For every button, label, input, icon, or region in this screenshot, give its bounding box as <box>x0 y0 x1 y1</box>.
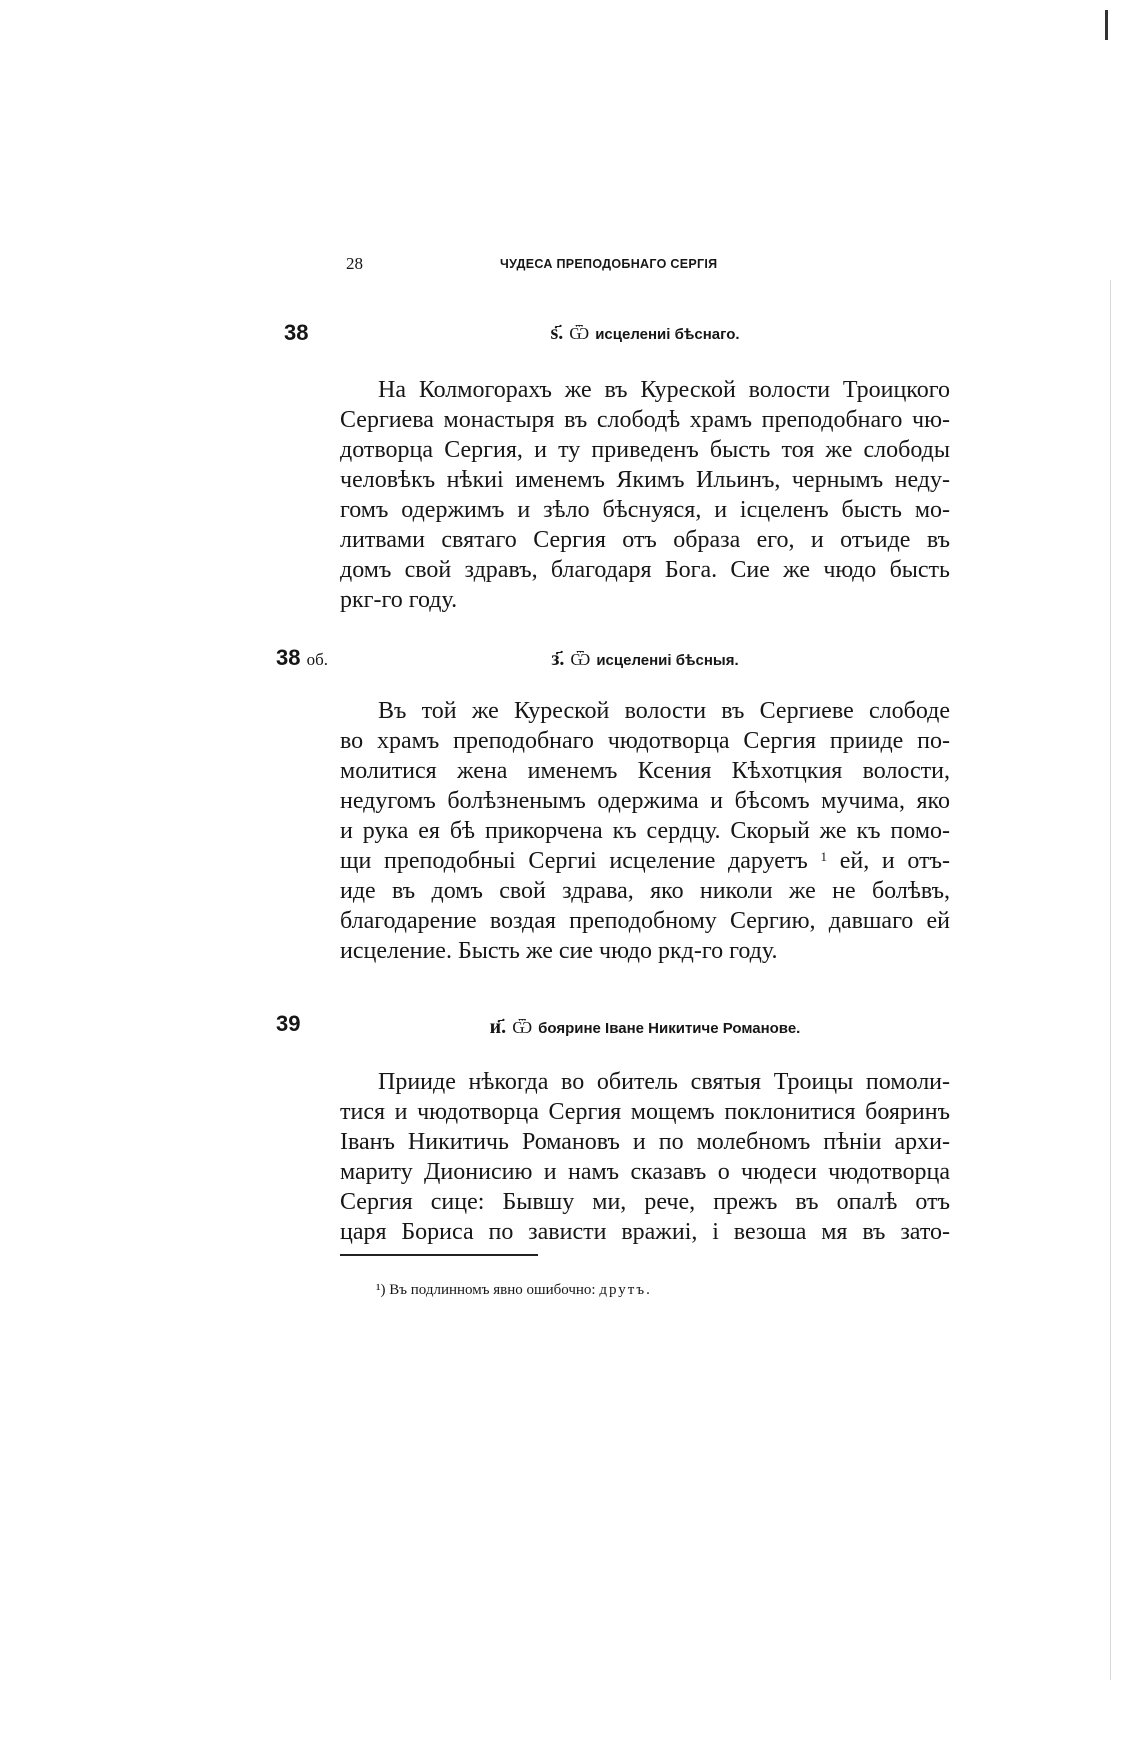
section-paragraph <box>340 375 950 615</box>
section-paragraph <box>340 696 950 966</box>
running-title: ЧУДЕСА ПРЕПОДОБНАГО СЕРГІЯ <box>500 257 718 271</box>
heading-number: з҃. <box>551 648 565 670</box>
text-line: дотворца Сергия, и ту приведенъ бысть тоя же слободы <box>340 437 950 463</box>
heading-text: боярине Іване Никитиче Романове. <box>538 1020 801 1037</box>
footnote-rule <box>340 1254 538 1256</box>
text-line: благодарение воздая преподобному Сергию, давшаго ей <box>340 908 950 934</box>
text-line: человѣкъ нѣкиі именемъ Якимъ Ильинъ, чернымъ недy- <box>340 467 950 493</box>
scan-edge-line <box>1110 280 1111 1680</box>
text-line: недугомъ болѣзненымъ одержима и бѣсомъ мучима, яко <box>340 788 950 814</box>
text-line: исцеление. Бысть же сие чюдо ркд-го году. <box>340 938 778 964</box>
section-heading <box>340 648 950 671</box>
footnote: ¹) Въ подлинномъ явно ошибочно: друтъ. <box>376 1282 650 1298</box>
heading-number: ѕ҃. <box>550 322 564 344</box>
scan-edge-mark <box>1105 10 1108 40</box>
running-header <box>330 246 775 276</box>
heading-omega: Ѿ <box>570 650 591 670</box>
footnote-mark: 1 <box>820 849 828 864</box>
text-line: и рука ея бѣ прикорчена къ сердцу. Скорый же къ помо- <box>340 818 950 844</box>
margin-folio-number: 39 <box>276 1011 301 1036</box>
text-line: Іванъ Никитичь Романовъ и по молебномъ пѣніи архи- <box>340 1129 950 1155</box>
footnote-quoted-word: друтъ <box>599 1282 647 1298</box>
text-line: Прииде нѣкогда во обитель святыя Троицы помоли- <box>378 1069 950 1095</box>
heading-text: исцелениі бѣснаго. <box>595 326 740 343</box>
text-line: Въ той же Куреской волости въ Сергиеве слободе <box>378 698 950 724</box>
text-line: Сергия сице: Бывшу ми, рече, прежъ въ опалѣ отъ <box>340 1189 950 1215</box>
heading-number: и҃. <box>489 1016 507 1038</box>
text-line: На Колмогорахъ же въ Куреской волости Троицкого <box>378 377 950 403</box>
text-line: Сергиева монастыря въ слободѣ храмъ преподобнаго чю- <box>340 407 950 433</box>
margin-folio-number: 38 об. <box>276 645 329 670</box>
text-line-with-footnote: щи преподобныі Сергиі исцеление даруетъ $^1$ ей, и отъ- <box>340 848 950 874</box>
section-paragraph <box>340 1067 950 1247</box>
footnote-mark: ¹) <box>376 1282 386 1298</box>
text-line: иде въ домъ свой здрава, яко николи же не болѣвъ, <box>340 878 950 904</box>
heading-omega: Ѿ <box>569 324 590 344</box>
text-line: тися и чюдотворца Сергия мощемъ поклонитися бояринъ <box>340 1099 950 1125</box>
text-line: молитися жена именемъ Ксения Кѣхотцкия волости, <box>340 758 950 784</box>
text-line: во храмъ преподобнаго чюдотворца Сергия прииде по- <box>340 728 950 754</box>
text-line: гомъ одержимъ и зѣло бѣснуяся, и ісцеленъ бысть мо- <box>340 497 950 523</box>
text-line: царя Бориса по зависти вражиі, і везоша мя въ зато- <box>340 1219 950 1245</box>
text-line: ркг-го году. <box>340 587 458 613</box>
page-number: 28 <box>346 254 363 273</box>
text-line: мариту Дионисию и намъ сказавъ о чюдеси чюдотворца <box>340 1159 950 1185</box>
text-line: литвами святаго Сергия отъ образа его, и отъиде въ <box>340 527 950 553</box>
margin-folio-suffix: об. <box>306 650 329 669</box>
heading-text: исцелениі бѣсныя. <box>596 652 739 669</box>
footnote-text: Въ подлинномъ явно ошибочно: <box>389 1282 596 1298</box>
section-heading <box>340 1016 950 1039</box>
text-line: домъ свой здравъ, благодаря Бога. Сие же чюдо бысть <box>340 557 950 583</box>
heading-omega: Ѿ <box>512 1018 533 1038</box>
section-heading <box>340 322 950 345</box>
margin-folio-number: 38 <box>284 320 309 345</box>
